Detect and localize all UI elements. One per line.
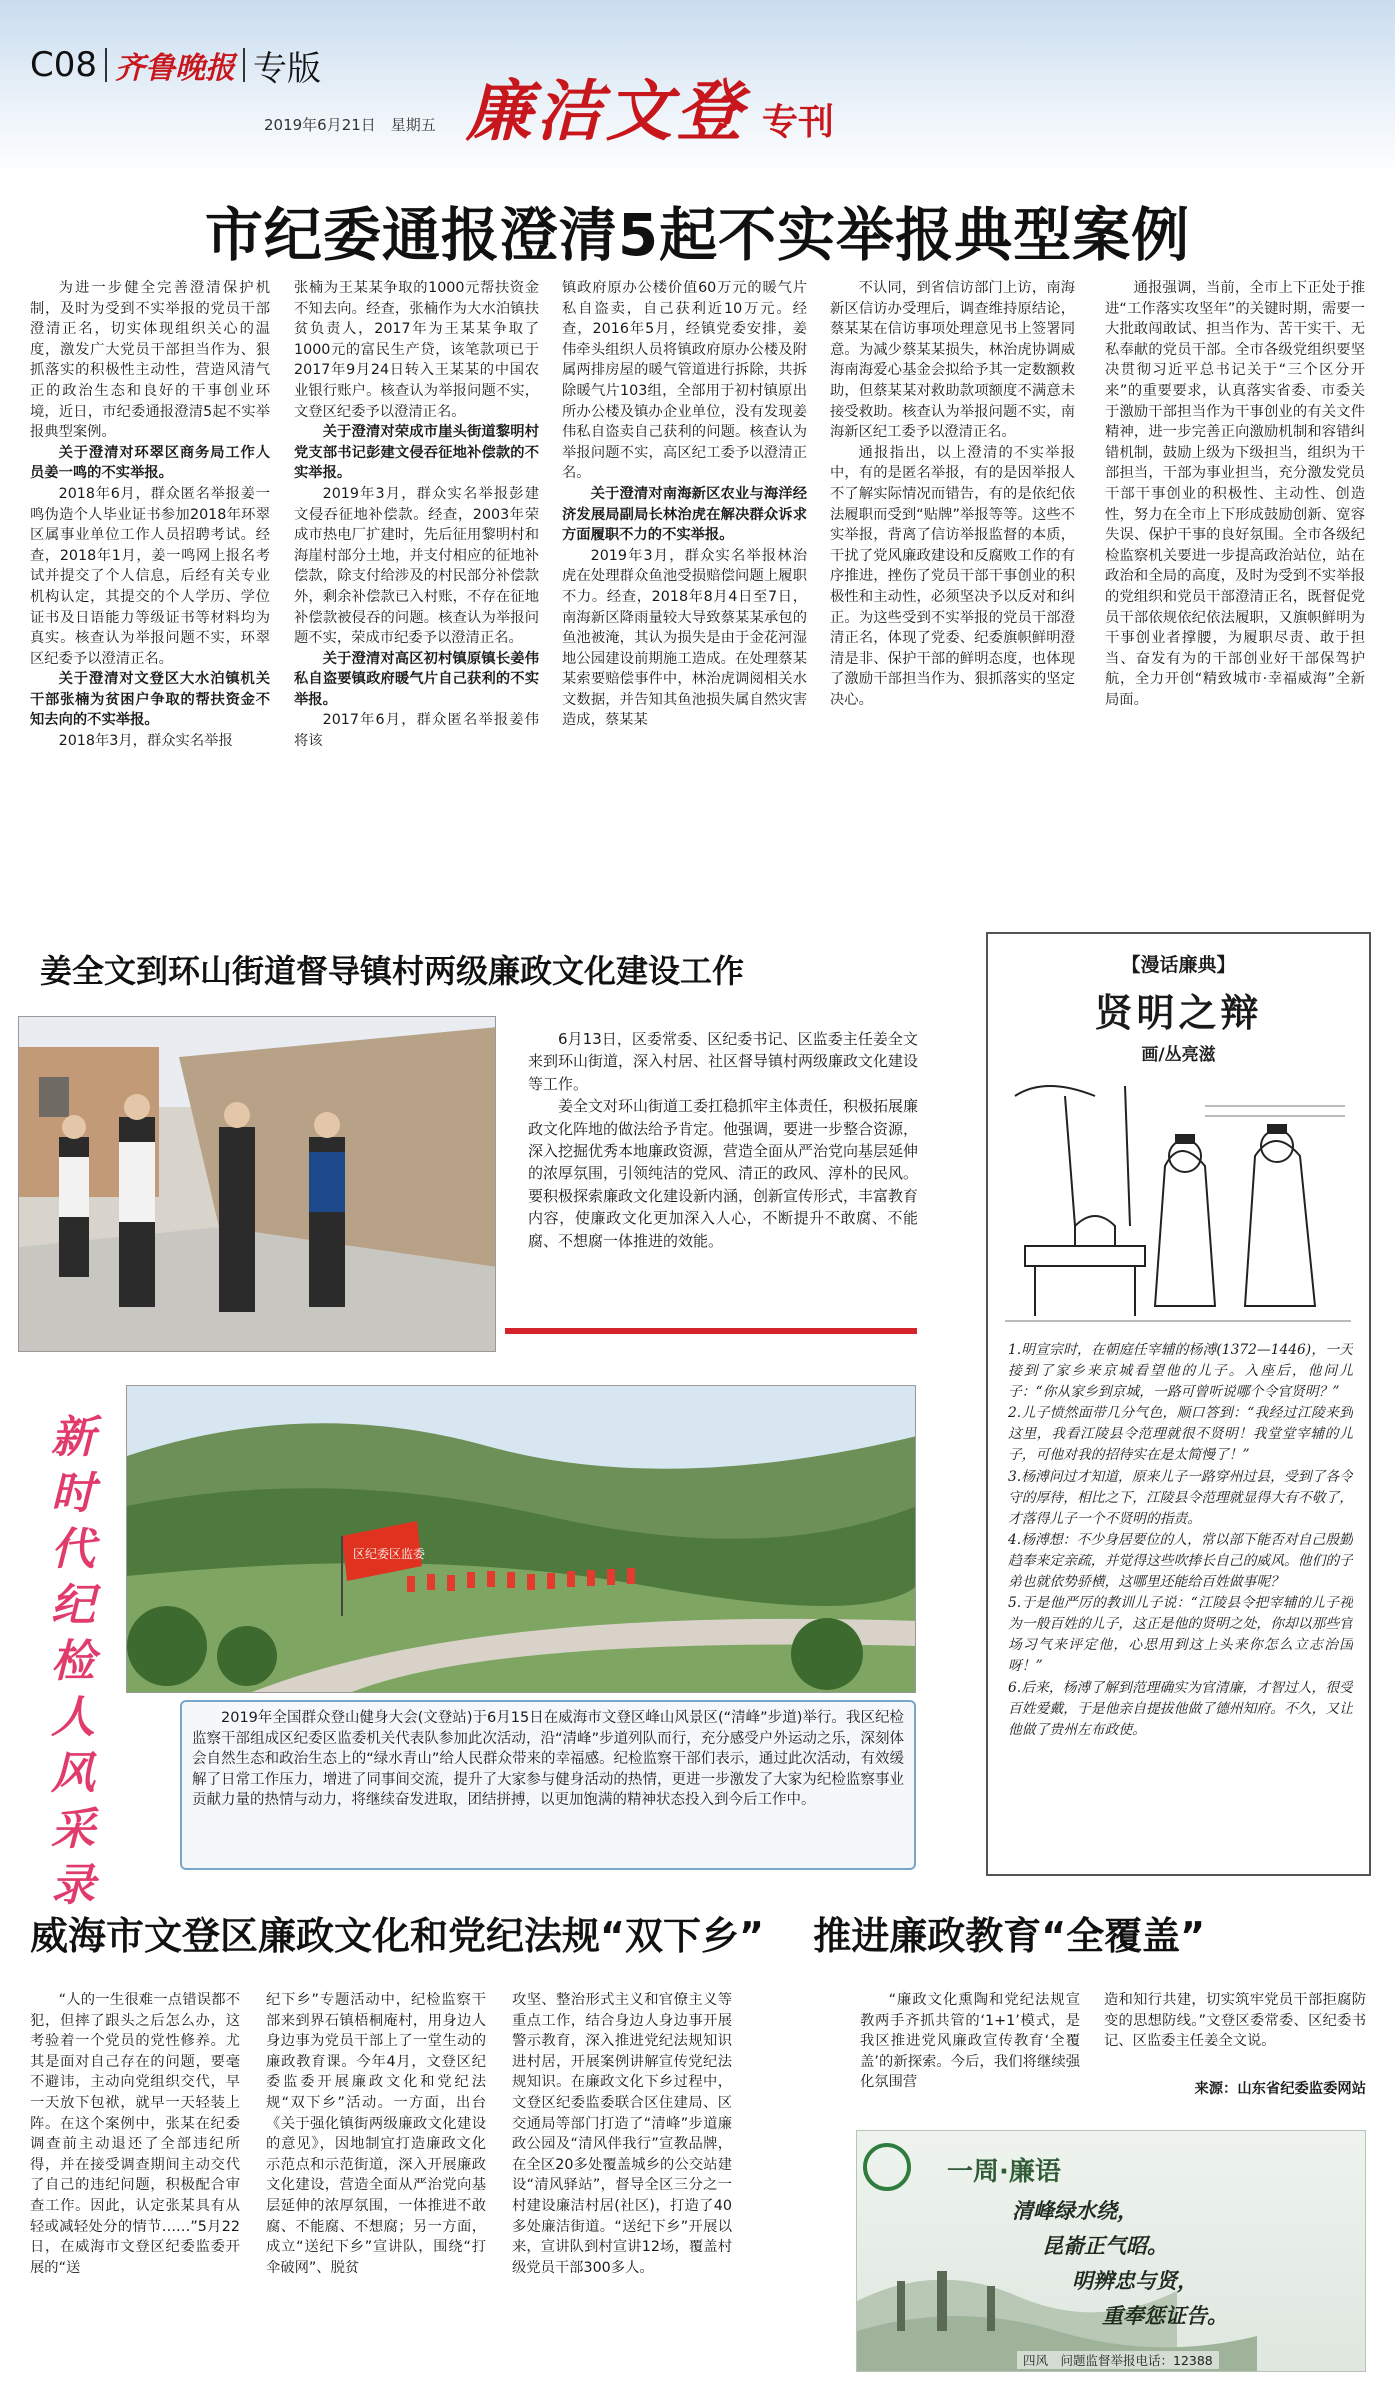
article1-paragraph: 为进一步健全完善澄清保护机制，及时为受到不实举报的党员干部澄清正名，切实体现组织关心的温度，激发广大党员干部担当作为、狠抓落实的积极性主动性，营造风清气正的政治生态和良好的干事创业环境，近日，市纪委通报澄清5起不实举报典型案例。 xyxy=(30,280,270,441)
article1-paragraph: 通报指出，以上澄清的不实举报中，有的是匿名举报，有的是因举报人不了解实际情况而错告，有的是依纪依法履职而受到“贴牌”举报等等。这些不实举报，背离了信访举报监督的本质，干扰了党风廉政建设和反腐败工作的有序推进，挫伤了党员干部干事创业的积极性和主动性，必须坚决予以反对和纠正。为这些受到不实举报的党员干部澄清正名，体现了党委、纪委旗帜鲜明澄清是非、保护干部的鲜明态度，也体现了激励干部担当作为、狠抓落实的坚定决心。 xyxy=(830,444,1075,708)
article3-headline xyxy=(30,1905,1370,1960)
masthead xyxy=(30,40,321,90)
weekly-line: 清峰绿水绕， xyxy=(1012,2198,1138,2223)
article1-paragraph: 通报强调，当前，全市上下正处于推进“工作落实攻坚年”的关键时期，需要一大批敢闯敢试、担当作为、苦干实干、无私奉献的党员干部。全市各级党组织要坚决贯彻习近平总书记关于“三个区分开来”的重要要求，认真落实省委、市委关于激励干部担当作为干事创业的有关文件精神，进一步完善正向激励机制和容错纠错机制，鼓励上级为下级担当，组织为干部担当，干部为事业担当，充分激发党员干部干事创业的积极性、主动性、创造性，努力在全市上下形成鼓励创新、宽容失误、保护干事的良好氛围。全市各级纪检监察机关要进一步提高政治站位，站在政治和全局的高度，及时为受到不实举报的党组织和党员干部澄清正名，既督促党员干部依规依纪依法履职，又旗帜鲜明为干事创业者撑腰，为履职尽责、敢于担当、奋发有为的干部创业好干部保驾护航，全力开创“精致城市·幸福威海”全新局面。 xyxy=(1105,280,1365,708)
weekly-title: 一周·廉语 xyxy=(947,2157,1061,2187)
hiking-photo-image xyxy=(127,1386,916,1693)
article1-paragraph: 镇政府原办公楼价值60万元的暖气片私自盗卖，自己获利近10万元。经查，2016年5月，经镇党委安排，姜伟牵头组织人员将镇政府原办公楼及附属两排房屋的暖气管道进行拆除，共拆除暖气片103组，全部用于初村镇原出所办公楼及镇办企业单位，没有发现姜伟私自盗卖自己获利的问题。核查认为举报问题不实，高区纪工委予以澄清正名。 xyxy=(562,280,807,482)
weekly-line: 重奉惩证告。 xyxy=(1102,2303,1228,2328)
cartoon-caption: 1.明宣宗时，在朝庭任宰辅的杨溥(1372—1446)，一天接到了家乡来京城看望他的儿子。入座后，他问儿子：“你从家乡到京城，一路可曾听说哪个令官贤明？” xyxy=(1008,1342,1353,1401)
article3-paragraph: 攻坚、整治形式主义和官僚主义等重点工作，结合身边人身边事开展警示教育，深入推进党纪法规知识进村居，开展案例讲解宣传党纪法规知识。在廉政文化下乡过程中，文登区纪委监委联合区住建局、区交通局等部门打造了“清峰”步道廉政公园及“清风伴我行”宣教品牌，在全区20多处覆盖城乡的公交站建设“清风驿站”，督导全区三分之一村建设廉洁村居(社区)，打造了40多处廉洁街道。“送纪下乡”开展以来，宣讲队到村宣讲12场，覆盖村级党员干部300多人。 xyxy=(512,1992,732,2276)
cartoon-illustration xyxy=(1005,1076,1351,1330)
brand-suffix: 专刊 xyxy=(762,102,835,143)
cartoon-caption: 5.于是他严厉的教训儿子说：“江陵县令把宰辅的儿子视为一般百姓的儿子，这正是他的贤明之处，你却以那些官场习气来评定他，心思用到这上头来你怎么立志治国呀！” xyxy=(1008,1595,1353,1675)
article1-paragraph: 2018年3月，群众实名举报 xyxy=(58,733,233,750)
article1-column-3 xyxy=(562,278,807,906)
article3-headline-sub: 推进廉政教育“全覆盖” xyxy=(813,1914,1206,1958)
cartoon-title: 贤明之辩 xyxy=(1094,991,1263,1035)
weekly-line: 明辨忠与贤， xyxy=(1072,2268,1198,2293)
case-subheading: 关于澄清对高区初村镇原镇长姜伟私自盗要镇政府暖气片自己获利的不实举报。 xyxy=(294,650,539,708)
inspection-photo-image xyxy=(19,1017,496,1352)
brand-title xyxy=(466,58,834,153)
case-subheading: 关于澄清对环翠区商务局工作人员姜一鸣的不实举报。 xyxy=(30,444,270,482)
side-banner-char: 人 xyxy=(51,1692,95,1743)
article3-paragraph: 造和知行共建，切实筑牢党员干部拒腐防变的思想防线。”文登区委常委、区纪委书记、区监委主任姜全文说。 xyxy=(1104,1992,1366,2050)
cartoon-text xyxy=(1008,1340,1353,1866)
side-banner-char: 采 xyxy=(51,1804,95,1855)
side-banner-char: 代 xyxy=(51,1524,95,1575)
article2-paragraph: 6月13日，区委常委、区纪委书记、区监委主任姜全文来到环山街道，深入村居、社区督导镇村两级廉政文化建设等工作。 xyxy=(528,1030,918,1093)
article3-column-4 xyxy=(860,1990,1080,2100)
headline-article2: 姜全文到环山街道督导镇村两级廉政文化建设工作 xyxy=(40,952,745,990)
article3-column-1 xyxy=(30,1990,240,2385)
article3-headline-main: 威海市文登区廉政文化和党纪法规“双下乡” xyxy=(30,1914,764,1958)
side-banner-char: 纪 xyxy=(51,1580,95,1631)
headline-article1: 市纪委通报澄清5起不实举报典型案例 xyxy=(204,201,1191,269)
section-name: 专版 xyxy=(253,48,322,89)
hiking-photo xyxy=(126,1385,916,1693)
weekly-line: 昆嵛正气昭。 xyxy=(1042,2233,1168,2258)
article1-column-5 xyxy=(1105,278,1365,906)
article2-underline xyxy=(505,1328,917,1334)
article1-column-1 xyxy=(30,278,270,906)
article3-column-2 xyxy=(266,1990,486,2385)
photo-caption-box xyxy=(180,1700,916,1870)
weekly-lines xyxy=(1012,2193,1228,2333)
divider xyxy=(105,48,107,82)
cartoon-caption: 4.杨溥想：不少身居要位的人，常以部下能否对自己殷勤趋奉来定亲疏，并觉得这些吹捧长自己的威风。他们的子弟也就依势骄横，这哪里还能给百姓做事呢？ xyxy=(1008,1531,1353,1591)
article1-column-4 xyxy=(830,278,1075,906)
article3-paragraph: “廉政文化熏陶和党纪法规宣教两手齐抓共管的‘1+1’模式，是我区推进党风廉政宣传教育‘全覆盖’的新探索。今后，我们将继续强化氛围营 xyxy=(860,1992,1080,2091)
side-banner-char: 检 xyxy=(51,1636,95,1687)
article3-source: 来源：山东省纪委监委网站 xyxy=(1194,2081,1366,2097)
article2-paragraph: 姜全文对环山街道工委扛稳抓牢主体责任，积极拓展廉政文化阵地的做法给予肯定。他强调，要进一步整合资源，深入挖掘优秀本地廉政资源，营造全面从严治党向基层延伸的浓厚氛围，引领纯洁的党风、清正的政风、淳朴的民风。要积极探索廉政文化建设新内涵，创新宣传形式，丰富教育内容，使廉政文化更加深入人心，不断提升不敢腐、不能腐、不想腐一体推进的效能。 xyxy=(528,1097,918,1250)
article3-paragraph: 纪下乡”专题活动中，纪检监察干部来到界石镇梧桐庵村，用身边人身边事为党员干部上了一堂生动的廉政教育课。今年4月，文登区纪委监委开展廉政文化和党纪法规“双下乡”活动。一方面，出台《关于强化镇街两级廉政文化建设的意见》，因地制宜打造廉政文化示范点和示范街道，深入开展廉政文化建设，营造全面从严治党向基层延伸的浓厚氛围，一体推进不敢腐、不能腐、不想腐；另一方面，成立“送纪下乡”宣讲队，围绕“打伞破网”、脱贫 xyxy=(266,1992,486,2276)
page-number: C08 xyxy=(30,45,98,85)
article3-column-3 xyxy=(512,1990,732,2385)
article1-paragraph: 不认同，到省信访部门上访，南海新区信访办受理后，调查维持原结论，蔡某某在信访事项处理意见书上签署同意。为减少蔡某某损失，林治虎协调威海南海爱心基金会拟给予其一定数额救助，但蔡某某对救助款项额度不满意未接受救助。核查认为举报问题不实，南海新区纪工委予以澄清正名。 xyxy=(830,280,1075,441)
cartoon-byline: 画/丛亮滋 xyxy=(1141,1045,1216,1065)
weekly-quote-box xyxy=(856,2130,1366,2372)
article3-column-5 xyxy=(1104,1990,1366,2075)
cartoon-caption: 2.儿子愤然面带几分气色，顺口答到：“我经过江陵来到这里，我看江陵县令范理就很不贤明！我堂堂宰辅的儿子，可他对我的招待实在是太简慢了！” xyxy=(1008,1405,1353,1464)
side-banner-char: 新 xyxy=(51,1412,95,1463)
paper-name: 齐鲁晚报 xyxy=(115,51,236,86)
cartoon-kicker: 【漫话廉典】 xyxy=(1121,954,1236,976)
article1-paragraph: 2019年3月，群众实名举报林治虎在处理群众鱼池受损赔偿问题上履职不力。经查，2018年8月4日至7日，南海新区降雨量较大导致蔡某某承包的鱼池被淹，其认为损失是由于金花河湿地公园建设前期施工造成。在处理蔡某某索要赔偿事件中，林治虎调阅相关水文数据，并告知其鱼池损失属自然灾害造成，蔡某某 xyxy=(562,547,807,729)
article3-paragraph: “人的一生很难一点错误都不犯，但摔了跟头之后怎么办，这考验着一个党员的党性修养。尤其是面对自己存在的问题，要毫不避讳，主动向党组织交代，早一天放下包袱，就早一天轻装上阵。在这个案例中，张某在纪委调查前主动退还了全部违纪所得，并在接受调查期间主动交代了自己的违纪问题，积极配合审查工作。因此，认定张某具有从轻或减轻处分的情节……”5月22日，在威海市文登区纪委监委开展的“送 xyxy=(30,1992,240,2276)
inspection-photo xyxy=(18,1016,496,1352)
brand-name: 廉洁文登 xyxy=(466,72,746,150)
side-banner xyxy=(38,1410,108,1914)
weekly-logo-icon xyxy=(865,2145,909,2189)
divider xyxy=(243,48,245,82)
cartoon-caption: 6.后来，杨溥了解到范理确实为官清廉，才智过人，很受百姓爱戴，于是他亲自提拔他做了德州知府。不久，又让他做了贵州左布政使。 xyxy=(1008,1679,1353,1738)
photo-flag-text: 区纪委区监委 xyxy=(353,1547,426,1561)
article1-column-2 xyxy=(294,278,539,906)
hotline: 四风 问题监督举报电话：12388 xyxy=(1017,2351,1219,2369)
photo-caption: 2019年全国群众登山健身大会(文登站)于6月15日在威海市文登区峰山风景区(“清峰”步道)举行。我区纪检监察干部组成区纪委区监委机关代表队参加此次活动，沿“清峰”步道列队而行，充分感受户外运动之乐，深刻体会自然生态和政治生态上的“绿水青山”给人民群众带来的幸福感。纪检监察干部们表示，通过此次活动，有效缓解了日常工作压力，增进了同事间交流，提升了大家参与健身活动的热情，更进一步激发了大家为纪检监察事业贡献力量的热情与动力，将继续奋发进取，团结拼搏，以更加饱满的精神状态投入到今后工作中。 xyxy=(192,1710,904,1808)
article1-paragraph: 2018年6月，群众匿名举报姜一鸣伪造个人毕业证书参加2018年环翠区属事业单位工作人员招聘考试。经查，2018年1月，姜一鸣网上报名考试并提交了个人信息，后经有关专业机构认定，其提交的个人学历、学位证书及日语能力等级证书等材料均为真实。核查认为举报问题不实，环翠区纪委予以澄清正名。 xyxy=(30,485,270,667)
article1-paragraph: 张楠为王某某争取的1000元帮扶资金不知去向。经查，张楠作为大水泊镇扶贫负责人，2017年为王某某争取了1000元的富民生产贷，该笔款项已于2017年9月24日转入王某某的中国农业银行账户。核查认为举报问题不实，文登区纪委予以澄清正名。 xyxy=(294,280,539,420)
article2-body xyxy=(528,1028,918,1328)
cartoon-caption: 3.杨溥问过才知道，原来儿子一路穿州过县，受到了各令守的厚待，相比之下，江陵县令范理就显得大有不敬了，才落得儿子一个不贤明的指责。 xyxy=(1008,1468,1353,1527)
case-subheading: 关于澄清对南海新区农业与海洋经济发展局副局长林治虎在解决群众诉求方面履职不力的不实举报。 xyxy=(562,485,807,544)
side-banner-char: 时 xyxy=(51,1468,95,1519)
article1-paragraph: 2017年6月，群众匿名举报姜伟将该 xyxy=(294,712,539,750)
article1-paragraph: 2019年3月，群众实名举报彭建文侵吞征地补偿款。经查，2003年荣成市热电厂扩建时，先后征用黎明村和海崖村部分土地，并支付相应的征地补偿款，除支付给涉及的村民部分补偿款外，剩余补偿款已入村账，不存在征地补偿款被侵吞的问题。核查认为举报问题不实，荣成市纪委予以澄清正名。 xyxy=(294,485,539,647)
cartoon-drawing xyxy=(1005,1076,1351,1330)
issue-date: 2019年6月21日 星期五 xyxy=(264,116,436,134)
side-banner-char: 录 xyxy=(51,1860,95,1911)
case-subheading: 关于澄清对荣成市崖头街道黎明村党支部书记彭建文侵吞征地补偿款的不实举报。 xyxy=(294,424,539,482)
side-banner-char: 风 xyxy=(51,1748,95,1799)
case-subheading: 关于澄清对文登区大水泊镇机关干部张楠为贫困户争取的帮扶资金不知去向的不实举报。 xyxy=(30,671,270,729)
